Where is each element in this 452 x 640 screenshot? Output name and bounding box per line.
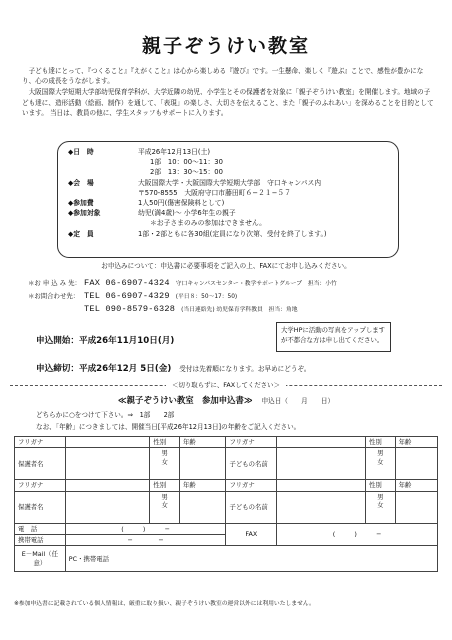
gender-header: 性別: [366, 480, 396, 491]
info-date-row: [68, 147, 388, 157]
female-option[interactable]: 女: [161, 457, 168, 466]
end-note: 受付は先着順になります。お早めにどうぞ。: [179, 365, 311, 373]
application-form-table: [14, 436, 438, 572]
spacer: [68, 218, 138, 228]
date-label: ◆日 時: [68, 148, 94, 156]
apply-org: 守口キャンパスセンター・教学サポートグループ 担当：小竹: [175, 281, 337, 287]
date-part1: 1部 10：00～11：30: [150, 158, 223, 167]
onsite-tel: TEL 090-8579-6328: [84, 304, 176, 314]
spacer: [68, 157, 138, 167]
contact-section: [28, 278, 428, 317]
info-capacity-row: [68, 229, 388, 239]
child-age-field[interactable]: [395, 448, 437, 480]
form-heading: [0, 395, 452, 406]
date-value: 平成26年12月13日(土): [138, 148, 211, 156]
furigana-label: フリガナ: [226, 480, 277, 491]
age-note: なお、「年齢」につきましては、開催当日[平成26年12月13日]の年齢をご記入ください。: [36, 423, 301, 431]
apply-label: ＊お 申 込 み 先：: [28, 279, 81, 287]
parent-gender-field[interactable]: [150, 448, 180, 480]
parent-gender-field[interactable]: [150, 491, 180, 523]
venue-address: 〒570-8555 大阪府守口市藤田町６−２１−５７: [138, 188, 291, 197]
male-option[interactable]: 男: [377, 492, 384, 501]
gender-header: 性別: [150, 480, 180, 491]
inquiry-tel: TEL 06-6907-4329: [84, 291, 170, 301]
spacer: [68, 167, 138, 177]
age-header: 年齢: [395, 437, 437, 448]
inquiry-hours: (平日８：50～17：50): [175, 294, 238, 300]
inquiry-contact-line: [28, 291, 428, 304]
table-row: [15, 437, 438, 448]
parent-name-label: 保護者名: [15, 448, 66, 480]
apply-fax: FAX 06-6907-4324: [84, 278, 170, 288]
venue-label: ◆会 場: [68, 178, 94, 187]
child-furigana-field[interactable]: [277, 480, 366, 491]
start-value: 平成26年11月10日(月): [78, 336, 175, 346]
start-label: 申込開始：: [36, 336, 79, 346]
session-choice[interactable]: どちらかに○をつけて下さい。⇒ 1部 2部: [36, 411, 175, 419]
privacy-footnote: ※参加申込書に記載されている個人情報は、厳重に取り扱い、親子ぞうけい教室の運営以外には利用いたしません。: [14, 601, 315, 607]
child-gender-field[interactable]: [366, 448, 396, 480]
apply-date-field[interactable]: 申込日（ 月 日）: [261, 397, 335, 405]
child-gender-field[interactable]: [366, 491, 396, 523]
end-value: 平成26年12月 5日(金): [78, 364, 172, 374]
email-label: E－Mail（任意）: [15, 546, 66, 572]
table-row: [15, 491, 438, 523]
inquiry-label: ＊お問合わせ先：: [28, 292, 80, 300]
gender-header: 性別: [366, 437, 396, 448]
hp-photo-notice: 大学HPに活動の写真をアップしますが不都合な方は申し出てください。: [276, 322, 391, 352]
start-date-line: [36, 336, 446, 364]
cut-instruction: [0, 381, 452, 390]
female-option[interactable]: 女: [377, 500, 384, 509]
parent-age-field[interactable]: [179, 448, 226, 480]
info-venue-row: [68, 178, 388, 188]
intro-paragraph-1: 子ども達にとって、『つくること』『えがくこと』は心から楽しめる『遊び』です。一生懸命、楽しく『遊ぶ』ことで、感性が豊かになり、心の成長をうながします。: [22, 67, 424, 86]
table-row: [15, 480, 438, 491]
info-address-row: [68, 188, 388, 198]
child-name-field[interactable]: [277, 448, 366, 480]
fax-label: FAX: [226, 523, 277, 546]
phone-field[interactable]: ( ) −: [65, 523, 226, 534]
parent-name-field[interactable]: [65, 448, 150, 480]
onsite-contact-line: [28, 304, 428, 317]
age-header: 年齢: [395, 480, 437, 491]
male-option[interactable]: 男: [161, 492, 168, 501]
event-info-box: [57, 141, 399, 258]
cut-text: ＜切り取らずに、FAXしてください＞: [166, 381, 286, 389]
parent-furigana-field[interactable]: [65, 480, 150, 491]
parent-name-field[interactable]: [65, 491, 150, 523]
fee-value: 1人50円(傷害保険料として): [138, 198, 225, 207]
table-row: [15, 448, 438, 480]
parent-name-label: 保護者名: [15, 491, 66, 523]
date-part2: 2部 13：30～15：00: [150, 168, 223, 177]
age-header: 年齢: [179, 480, 226, 491]
furigana-label: フリガナ: [15, 437, 66, 448]
info-target-row: [68, 208, 388, 218]
target-value: 幼児(満4歳)～ 小学6年生の親子: [138, 209, 236, 218]
capacity-label: ◆定 員: [68, 229, 94, 238]
phone-label: 電 話: [15, 523, 66, 534]
mobile-label: 携帯電話: [15, 534, 66, 545]
child-name-label: 子どもの名前: [226, 491, 277, 523]
male-option[interactable]: 男: [161, 449, 168, 458]
fax-field[interactable]: ( ) −: [277, 523, 438, 546]
capacity-value: 1部・2部ともに各30組(定員になり次第、受付を終了します。): [138, 229, 327, 238]
child-name-field[interactable]: [277, 491, 366, 523]
intro-text: [22, 66, 434, 119]
parent-age-field[interactable]: [179, 491, 226, 523]
child-name-label: 子どもの名前: [226, 448, 277, 480]
info-date-part2-row: [68, 167, 388, 177]
target-note: ＊お子さまのみの参加はできません。: [150, 219, 266, 228]
form-title: ≪親子ぞうけい教室 参加申込書≫: [117, 395, 253, 405]
fee-label: ◆参加費: [68, 198, 94, 207]
child-age-field[interactable]: [395, 491, 437, 523]
end-label: 申込締切：: [36, 364, 79, 374]
info-target-note-row: [68, 218, 388, 228]
female-option[interactable]: 女: [377, 457, 384, 466]
mobile-field[interactable]: − −: [65, 534, 226, 545]
female-option[interactable]: 女: [161, 500, 168, 509]
info-fee-row: [68, 198, 388, 208]
venue-value: 大阪国際大学・大阪国際大学短期大学部 守口キャンパス内: [138, 178, 322, 187]
info-date-part1-row: [68, 157, 388, 167]
male-option[interactable]: 男: [377, 449, 384, 458]
intro-paragraph-2: 大阪国際大学短期大学部幼児保育学科が、大学近隣の幼児、小学生とその保護者を対象に「親子ぞうけい教室」を開催します。地域の子ども達に、造形活動（絵画、制作）を通して、「表現」の楽しさ、大切さを伝えること、また「親子のふれあい」を深めることを目的としています。 当日は、教員の他に、学生スタッフもサポートに入ります。: [22, 88, 434, 117]
apply-note: お申込みについて：申込書に必要事項をご記入の上、FAXにてお申し込みください。: [101, 262, 351, 270]
target-label: ◆参加対象: [68, 209, 101, 218]
age-header: 年齢: [179, 437, 226, 448]
parent-furigana-field[interactable]: [65, 437, 150, 448]
furigana-label: フリガナ: [226, 437, 277, 448]
child-furigana-field[interactable]: [277, 437, 366, 448]
onsite-note: (当日連絡先) 幼児保育学科教員 担当：角地: [181, 307, 298, 313]
table-row: [15, 546, 438, 572]
email-field[interactable]: PC・携帯電話: [65, 546, 437, 572]
table-row: [15, 523, 438, 534]
furigana-label: フリガナ: [15, 480, 66, 491]
apply-contact-line: [28, 278, 428, 291]
spacer: [68, 188, 138, 198]
gender-header: 性別: [150, 437, 180, 448]
page-title: 親子ぞうけい教室: [141, 35, 310, 57]
